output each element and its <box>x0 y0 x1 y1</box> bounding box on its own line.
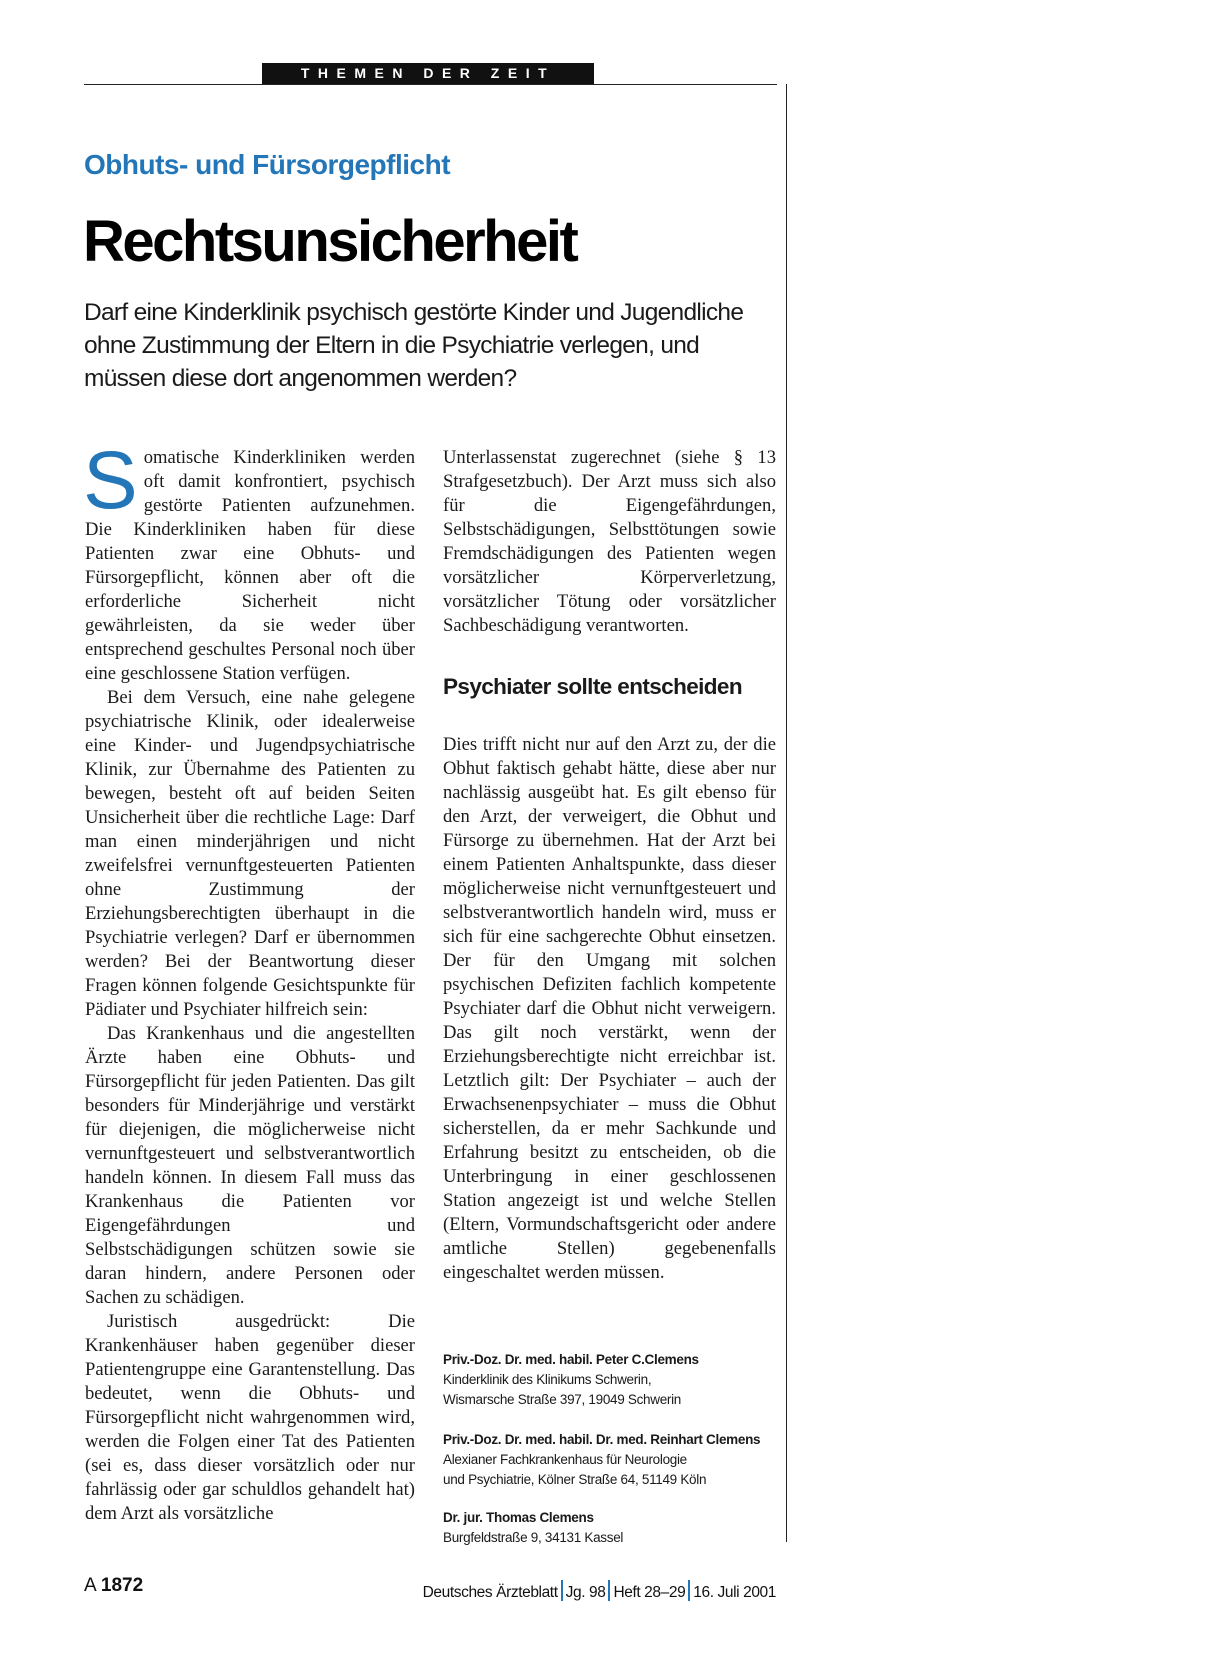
article-intro: Darf eine Kinderklinik psychisch gestörte Kinder und Jugendliche ohne Zustimmung der Eltern in die Psychiatrie verlegen, und müssen diese dort angenommen werden? <box>84 299 744 392</box>
drop-cap: S <box>83 435 138 526</box>
author-name: Priv.-Doz. Dr. med. habil. Dr. med. Reinhart Clemens <box>443 1432 761 1447</box>
article-title: Rechtsunsicherheit <box>83 209 577 274</box>
author-address: Alexianer Fachkrankenhaus für Neurologie <box>443 1452 687 1467</box>
body-column-2-bottom <box>443 733 776 1285</box>
body-paragraph: Das Krankenhaus und die angestellten Ärzte haben eine Obhuts- und Fürsorgepflicht für jeden Patienten. Das gilt besonders für Minderjährige und verstärkt für diejenigen, die möglicherweise nicht vernunftgesteuert und selbstverantwortlich handeln können. In diesem Fall muss das Krankenhaus die Patienten vor Eigengefährdungen und Selbstschädigungen schützen sowie sie daran hindern, andere Personen oder Sachen zu schädigen. <box>85 1023 415 1308</box>
article-kicker: Obhuts- und Fürsorgepflicht <box>84 149 451 180</box>
body-paragraph: Juristisch ausgedrückt: Die Krankenhäuser haben gegenüber dieser Patientengruppe eine Garantenstellung. Das bedeutet, wenn die Obhuts- und Fürsorgepflicht nicht wahrgenommen wird, werden die Folgen einer Tat des Patienten (sei es, dass dieser vorsätzlich oder nur fahrlässig oder gar schuldlos gehandelt hat) dem Arzt als vorsätzliche <box>85 1311 415 1524</box>
journal-date: 16. Juli 2001 <box>693 1584 776 1601</box>
body-column-1 <box>83 435 415 1526</box>
footer-divider <box>608 1580 610 1601</box>
body-paragraph-continued: Unterlassenstat zugerechnet (siehe § 13 Strafgesetzbuch). Der Arzt muss sich also für die Eigengefährdungen, Selbstschädigungen, Selbsttötungen sowie Fremdschädigungen des Patienten wegen vorsätzlicher Körperverletzung, vorsätzlicher Tötung oder vorsätzlicher Sachbeschädigung verantworten. <box>443 447 776 636</box>
column-rule <box>786 84 787 1542</box>
journal-name: Deutsches Ärzteblatt <box>422 1584 558 1601</box>
footer-divider <box>561 1580 563 1601</box>
header-rule <box>84 84 777 85</box>
journal-volume: Jg. 98 <box>565 1584 606 1601</box>
author-address: Burgfeldstraße 9, 34131 Kassel <box>443 1530 624 1545</box>
journal-issue: Heft 28–29 <box>613 1584 686 1601</box>
author-block <box>443 1350 783 1410</box>
author-address: Kinderklinik des Klinikums Schwerin, <box>443 1372 652 1387</box>
author-address: Wismarsche Straße 397, 19049 Schwerin <box>443 1392 682 1407</box>
section-rubric: THEMEN DER ZEIT <box>262 63 594 84</box>
author-name: Priv.-Doz. Dr. med. habil. Peter C.Clemens <box>443 1352 699 1367</box>
author-block <box>443 1430 783 1490</box>
page-number: A 1872 <box>84 1575 144 1596</box>
body-paragraph: Dies trifft nicht nur auf den Arzt zu, der die Obhut faktisch gehabt hätte, diese aber nur nachlässig ausgeübt hat. Es gilt ebenso für den Arzt, der verweigert, die Obhut und Fürsorge zu übernehmen. Hat der Arzt bei einem Patienten Anhaltspunkte, dass dieser möglicherweise nicht vernunftgesteuert und selbstverantwortlich handeln wird, muss er sich für eine sachgerechte Obhut einsetzen. Der für den Umgang mit solchen psychischen Defiziten fachlich kompetente Psychiater darf die Obhut nicht verweigern. Das gilt noch verstärkt, wenn der Erziehungsberechtigte nicht erreichbar ist. Letztlich gilt: Der Psychiater – auch der Erwachsenenpsychiater – muss die Obhut sicherstellen, da er mehr Sachkunde und Erfahrung besitzt zu entscheiden, ob die Unterbringung in einer geschlossenen Station angezeigt ist und welche Stellen (Eltern, Vormundschaftsgericht oder andere amtliche Stellen) gegebenenfalls eingeschaltet werden müssen. <box>443 734 776 1283</box>
author-address: und Psychiatrie, Kölner Straße 64, 51149 Köln <box>443 1472 707 1487</box>
body-paragraph: Bei dem Versuch, eine nahe gelegene psychiatrische Klinik, oder idealerweise eine Kinder- und Jugendpsychiatrische Klinik, zur Übernahme des Patienten zu bewegen, besteht oft auf beiden Seiten Unsicherheit über die rechtliche Lage: Darf man einen minderjährigen und nicht zweifelsfrei vernunftgesteuerten Patienten ohne Zustimmung der Erziehungsberechtigten überhaupt in die Psychiatrie verlegen? Darf er übernommen werden? Bei der Beantwortung dieser Fragen können folgende Gesichtspunkte für Pädiater und Psychiater hilfreich sein: <box>85 687 415 1020</box>
journal-footer <box>423 1580 776 1602</box>
author-name: Dr. jur. Thomas Clemens <box>443 1510 594 1525</box>
author-block <box>443 1508 783 1548</box>
footer-divider <box>688 1580 690 1601</box>
subheading: Psychiater sollte entscheiden <box>443 674 742 699</box>
body-column-2-top <box>443 446 776 638</box>
body-paragraph: Somatische Kinderkliniken werden oft damit konfrontiert, psychisch gestörte Patienten aufzunehmen. Die Kinderkliniken haben für diese Patienten zwar eine Obhuts- und Fürsorgepflicht, können aber oft die erforderliche Sicherheit nicht gewährleisten, da sie weder über entsprechend geschultes Personal noch über eine geschlossene Station verfügen. <box>83 435 415 684</box>
